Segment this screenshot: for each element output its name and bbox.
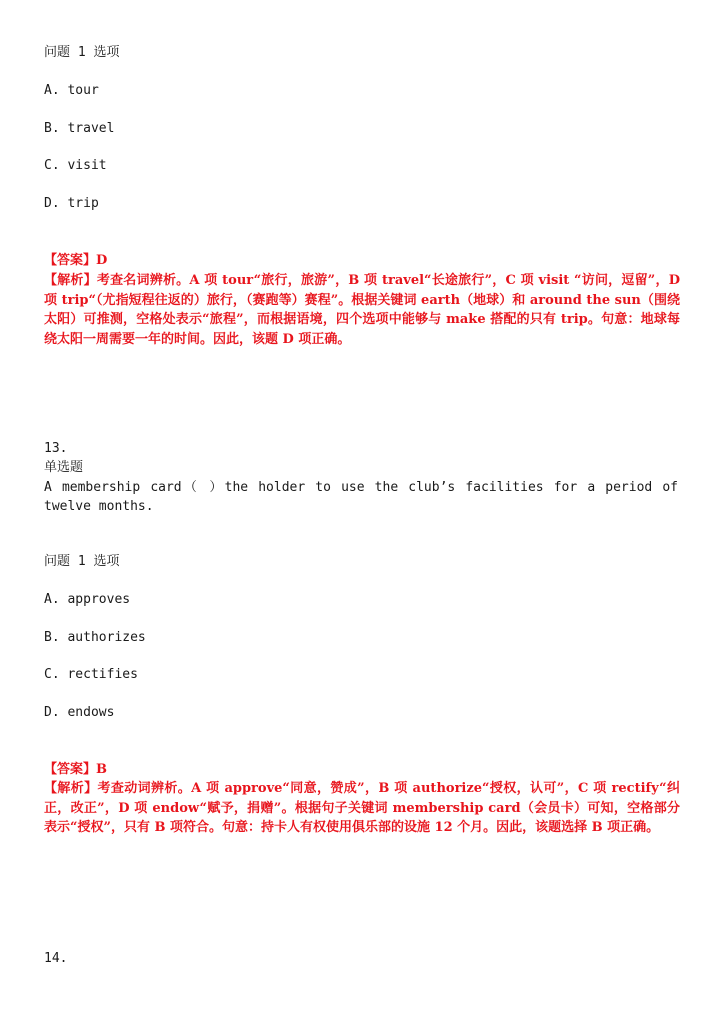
- q13-option-a: A. approves: [44, 592, 131, 607]
- q12-option-a: A. tour: [44, 83, 99, 98]
- q12-options-title: 问题 1 选项: [44, 45, 120, 60]
- q13-options-title: 问题 1 选项: [44, 554, 120, 569]
- q13-option-d: D. endows: [44, 705, 115, 720]
- q12-option-d: D. trip: [44, 196, 99, 211]
- q13-answer: 【答案】B: [44, 762, 107, 777]
- q13-option-b: B. authorizes: [44, 630, 146, 645]
- q13-number: 13.: [44, 441, 68, 456]
- q13-analysis: 【解析】考查动词辨析。A 项 approve“同意，赞成”，B 项 authorize“授权，认可”，C 项 rectify“纠正，改正”，D 项 endow“赋予，捐赠”。根据句子关键词 membership card（会员卡）可知，空格部分表示“授权”，只有 B 项符合。句意：持卡人有权使用俱乐部的设施 12 个月。因此，该题选择 B 项正确。: [44, 781, 680, 835]
- q14-number: 14.: [44, 951, 68, 966]
- q12-answer: 【答案】D: [44, 253, 108, 268]
- q13-option-c: C. rectifies: [44, 667, 138, 682]
- q12-option-c: C. visit: [44, 158, 107, 173]
- q13-type: 单选题: [44, 460, 84, 475]
- q12-analysis: 【解析】考查名词辨析。A 项 tour“旅行，旅游”，B 项 travel“长途旅行”，C 项 visit “访问，逗留”，D 项 trip“（尤指短程往返的）旅行，（赛跑等）赛程”。根据关键词 earth（地球）和 around the sun（围绕太阳）可推测，空格处表示“旅程”，而根据语境，四个选项中能够与 make 搭配的只有 trip。句意：地球每绕太阳一周需要一年的时间。因此，该题 D 项正确。: [44, 273, 680, 347]
- q13-stem: A membership card（ ）the holder to use the club’s facilities for a period of twelve months.: [44, 480, 678, 514]
- q12-option-b: B. travel: [44, 121, 115, 136]
